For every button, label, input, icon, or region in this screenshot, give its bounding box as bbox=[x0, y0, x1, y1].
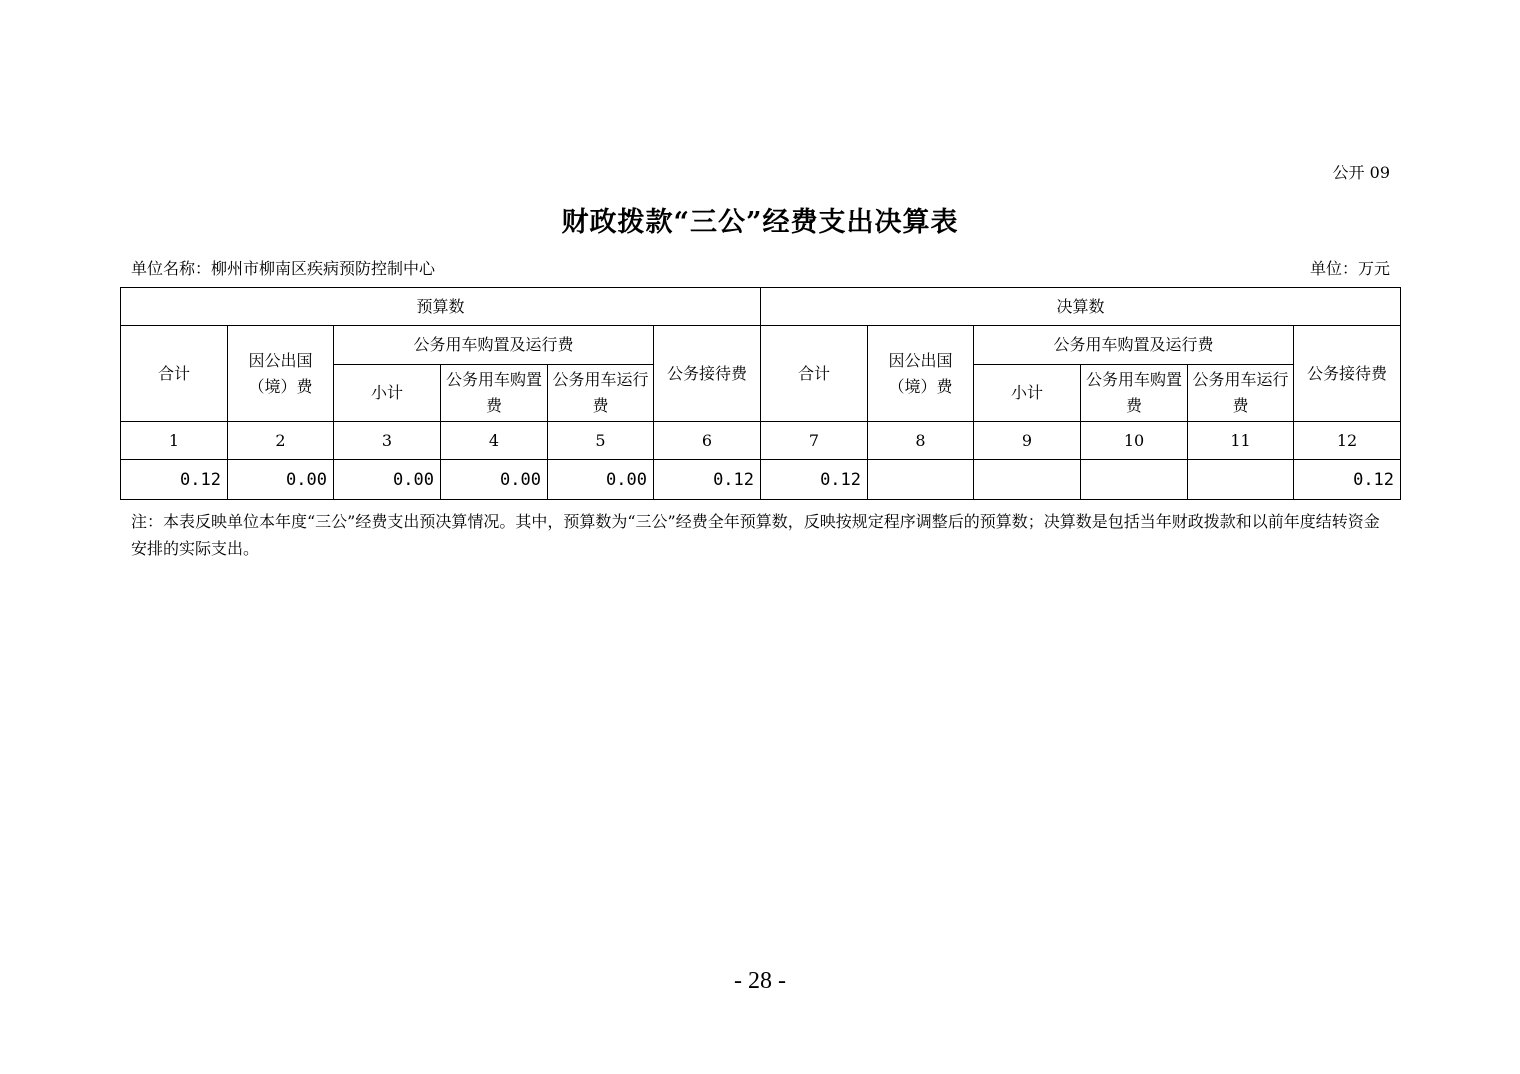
table-row-values bbox=[121, 460, 1401, 500]
value-cell: 0.12 bbox=[761, 460, 868, 500]
value-cell bbox=[1081, 460, 1188, 500]
document-code: 公开 09 bbox=[1332, 163, 1390, 182]
meta-row bbox=[131, 256, 1390, 279]
index-cell: 8 bbox=[868, 422, 974, 460]
value-cell: 0.00 bbox=[441, 460, 548, 500]
index-cell: 10 bbox=[1081, 422, 1188, 460]
header-budget-overseas: 因公出国（境）费 bbox=[228, 326, 334, 422]
index-cell: 5 bbox=[548, 422, 654, 460]
index-cell: 12 bbox=[1294, 422, 1401, 460]
header-final-purchase: 公务用车购置费 bbox=[1081, 365, 1188, 422]
header-final-reception: 公务接待费 bbox=[1294, 326, 1401, 422]
header-final-operation: 公务用车运行费 bbox=[1188, 365, 1294, 422]
header-budget-total: 合计 bbox=[121, 326, 228, 422]
value-cell: 0.00 bbox=[228, 460, 334, 500]
value-cell: 0.12 bbox=[121, 460, 228, 500]
page-number: - 28 - bbox=[734, 968, 786, 994]
value-cell: 0.00 bbox=[334, 460, 441, 500]
index-cell: 11 bbox=[1188, 422, 1294, 460]
unit-name: 单位名称：柳州市柳南区疾病预防控制中心 bbox=[131, 259, 436, 278]
index-cell: 2 bbox=[228, 422, 334, 460]
page-title: 财政拨款“三公”经费支出决算表 bbox=[561, 207, 959, 238]
index-cell: 3 bbox=[334, 422, 441, 460]
header-budget-operation: 公务用车运行费 bbox=[548, 365, 654, 422]
value-cell: 0.12 bbox=[1294, 460, 1401, 500]
index-cell: 9 bbox=[974, 422, 1081, 460]
index-cell: 7 bbox=[761, 422, 868, 460]
header-budget-subtotal: 小计 bbox=[334, 365, 441, 422]
header-final-overseas: 因公出国（境）费 bbox=[868, 326, 974, 422]
table-note: 注：本表反映单位本年度“三公”经费支出预决算情况。其中，预算数为“三公”经费全年预算数，反映按规定程序调整后的预算数；决算数是包括当年财政拨款和以前年度结转资金安排的实际支出。 bbox=[131, 512, 1380, 558]
table-row-index bbox=[121, 422, 1401, 460]
value-cell bbox=[1188, 460, 1294, 500]
value-cell: 0.00 bbox=[548, 460, 654, 500]
header-budget-reception: 公务接待费 bbox=[654, 326, 761, 422]
header-final-total: 合计 bbox=[761, 326, 868, 422]
unit-measure: 单位：万元 bbox=[1309, 259, 1390, 278]
index-cell: 1 bbox=[121, 422, 228, 460]
value-cell: 0.12 bbox=[654, 460, 761, 500]
value-cell bbox=[868, 460, 974, 500]
value-cell bbox=[974, 460, 1081, 500]
header-budget-purchase: 公务用车购置费 bbox=[441, 365, 548, 422]
header-final-group: 决算数 bbox=[761, 288, 1401, 326]
three-public-expenses-table bbox=[120, 287, 1401, 500]
header-budget-group: 预算数 bbox=[121, 288, 761, 326]
index-cell: 4 bbox=[441, 422, 548, 460]
header-final-vehicle: 公务用车购置及运行费 bbox=[974, 326, 1294, 365]
index-cell: 6 bbox=[654, 422, 761, 460]
header-final-subtotal: 小计 bbox=[974, 365, 1081, 422]
header-budget-vehicle: 公务用车购置及运行费 bbox=[334, 326, 654, 365]
